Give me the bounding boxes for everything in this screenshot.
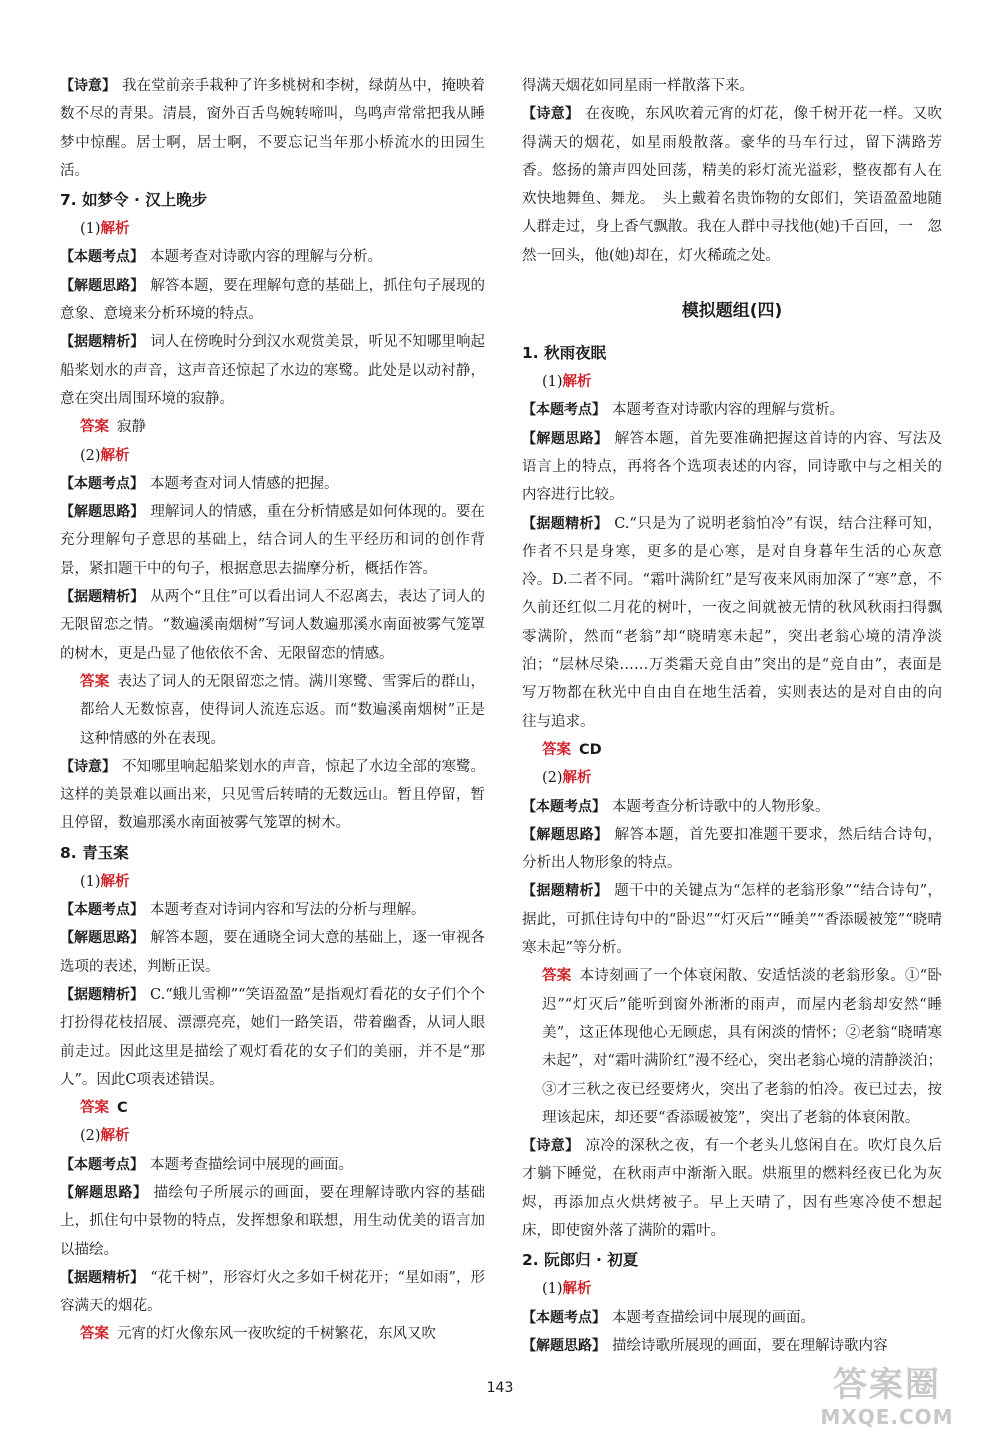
section-title: 模拟题组(四) xyxy=(681,301,783,322)
poem-translation: 【诗意】 在夜晚，东风吹着元宵的灯花，像千树开花一样。又吹得满天的烟花，如星雨般散落。豪华的马车行过，留下满路芳香。悠扬的箫声四处回荡，精美的彩灯流光溢彩，整夜都有人在欢快地舞鱼、舞龙。 头上戴着名贵饰物的女郎们，笑语盈盈地随人群走过，身上香气飘散。我在人群中寻找他(她)千百回，一 忽然一回头，他(她)却在，灯火稀疏之处。 xyxy=(522,106,943,264)
right-column xyxy=(522,72,942,1360)
answer: 答案 表达了词人的无限留恋之情。满川寒鹭、雪霁后的群山，都给人无数惊喜，使得词人流连忘返。而“数遍溪南烟树”正是这种情感的外在表现。 xyxy=(80,673,486,747)
exam-point: 【本题考点】 本题考查描绘词中展现的画面。 xyxy=(522,1309,815,1326)
subquestion-heading: (1)解析 xyxy=(542,374,592,391)
tag-label: 【诗意】 xyxy=(60,78,117,94)
answer: 答案 C xyxy=(80,1100,128,1117)
solution-approach: 【解题思路】 描绘句子所展示的画面，要在理解诗歌内容的基础上，抓住句中景物的特点，发挥想象和联想，用生动优美的语言加以描绘。 xyxy=(60,1184,486,1258)
exam-point: 【本题考点】 本题考查对词人情感的把握。 xyxy=(60,475,339,492)
solution-approach: 【解题思路】 理解词人的情感，重在分析情感是如何体现的。要在充分理解句子意思的基础上，结合词人的生平经历和词的创作背景，紧扣题干中的句子，根据意思去揣摩分析，概括作答。 xyxy=(60,504,486,577)
subquestion-heading: (1)解析 xyxy=(80,873,130,890)
exam-point: 【本题考点】 本题考查对诗词内容和写法的分析与理解。 xyxy=(60,902,426,919)
poem-translation: 【诗意】 不知哪里响起船桨划水的声音，惊起了水边全部的寒鹭。这样的美景难以画出来，只见雪后转晴的无数远山。暂且停留，暂且停留，数遍那溪水南面被雾气笼罩的树木。 xyxy=(60,758,486,832)
subquestion-heading: (2)解析 xyxy=(80,1128,130,1145)
question-title: 8. 青玉案 xyxy=(60,843,129,862)
poem-translation: 【诗意】 凉冷的深秋之夜，有一个老头儿悠闲自在。吹灯良久后才躺下睡觉，在秋雨声中渐渐入眠。烘瓶里的燃料经夜已化为灰烬，再添加点火烘烤被子。早上天晴了，因有些寒冷使不想起床，即使窗外落了满阶的霜叶。 xyxy=(522,1138,943,1239)
answer: 答案 CD xyxy=(542,741,602,758)
answer: 答案 本诗刻画了一个体衰闲散、安适恬淡的老翁形象。①“卧迟”“灯灭后”能听到窗外淅淅的雨声，而屋内老翁却安然“睡美”，这正体现他心无顾虑，具有闲淡的情怀；②老翁“晓晴寒未起”，对“霜叶满阶红”漫不经心，突出老翁心境的清静淡泊；③才三秋之夜已经要烤火，突出了老翁的怕冷。夜已过去，按理该起床，却还要“香添暖被笼”，突出了老翁的体衰闲散。 xyxy=(542,968,942,1126)
question-title: 2. 阮郎归 · 初夏 xyxy=(522,1251,639,1270)
exam-point: 【本题考点】 本题考查分析诗歌中的人物形象。 xyxy=(522,798,830,815)
subquestion-heading: (1)解析 xyxy=(80,221,130,238)
answer: 答案 寂静 xyxy=(80,419,146,436)
answer-continuation: 得满天烟花如同星雨一样散落下来。 xyxy=(522,78,754,94)
solution-approach: 【解题思路】 解答本题，首先要扣准题干要求，然后结合诗句，分析出人物形象的特点。 xyxy=(522,826,943,872)
detailed-analysis: 【据题精析】 词人在傍晚时分到汉水观赏美景，听见不知哪里响起船桨划水的声音，这声音还惊起了水边的寒鹭。此处是以动衬静，意在突出周围环境的寂静。 xyxy=(60,334,486,407)
poem-translation: 【诗意】 我在堂前亲手栽种了许多桃树和李树，绿荫丛中，掩映着数不尽的青果。清晨，窗外百舌鸟婉转啼叫，鸟鸣声常常把我从睡梦中惊醒。居士啊，居士啊，不要忘记当年那小桥流水的田园生活。 xyxy=(60,78,486,179)
detailed-analysis: 【据题精析】 “花千树”，形容灯火之多如千树花开；“星如雨”，形容满天的烟花。 xyxy=(60,1269,486,1315)
solution-approach: 【解题思路】 解答本题，首先要准确把握这首诗的内容、写法及语言上的特点，再将各个选项表述的内容，同诗歌中与之相关的内容进行比较。 xyxy=(522,430,943,504)
detailed-analysis: 【据题精析】 C.“蛾儿雪柳”“笑语盈盈”是指观灯看花的女子们个个打扮得花枝招展、漂漂亮亮，她们一路笑语，带着幽香，从词人眼前走过。因此这里是描绘了观灯看花的女子们的美丽，并不是“那人”。因此C项表述错误。 xyxy=(60,986,486,1088)
question-title: 1. 秋雨夜眠 xyxy=(522,344,607,363)
exam-point: 【本题考点】 本题考查描绘词中展现的画面。 xyxy=(60,1156,353,1173)
solution-approach: 【解题思路】 描绘诗歌所展现的画面，要在理解诗歌内容 xyxy=(522,1337,888,1354)
subquestion-heading: (1)解析 xyxy=(542,1281,592,1298)
watermark-text: 答案圈 xyxy=(833,1365,941,1405)
answer: 答案 元宵的灯火像东风一夜吹绽的千树繁花，东风又吹 xyxy=(80,1326,436,1343)
watermark-logo xyxy=(792,1365,982,1435)
subquestion-heading: (2)解析 xyxy=(542,770,592,787)
solution-approach: 【解题思路】 解答本题，要在通晓全词大意的基础上，逐一审视各选项的表述，判断正误。 xyxy=(60,930,486,975)
subquestion-heading: (2)解析 xyxy=(80,447,130,464)
watermark-url: MXQE.COM xyxy=(820,1405,954,1429)
question-title: 7. 如梦令 · 汉上晚步 xyxy=(60,191,208,210)
solution-approach: 【解题思路】 解答本题，要在理解句意的基础上，抓住句子展现的意象、意境来分析环境的特点。 xyxy=(60,277,486,323)
exam-point: 【本题考点】 本题考查对诗歌内容的理解与赏析。 xyxy=(522,402,844,419)
detailed-analysis: 【据题精析】 C.“只是为了说明老翁怕冷”有误，结合注释可知，作者不只是身寒，更多的是心寒，是对自身暮年生活的心灰意冷。D.二者不同。“霜叶满阶红”是写夜来风雨加深了“寒”意，不久前还红似二月花的树叶，一夜之间就被无情的秋风秋雨扫得飘零满阶，然而“老翁”却“晓晴寒未起”，突出老翁心境的清净淡泊；“层林尽染……万类霜天竞自由”突出的是“竞自由”，表面是写万物都在秋光中自由自在地生活着，实则表达的是对自由的向往与追求。 xyxy=(522,515,942,730)
detailed-analysis: 【据题精析】 从两个“且住”可以看出词人不忍离去，表达了词人的无限留恋之情。“数遍溪南烟树”写词人数遍那溪水南面被雾气笼罩的树木，更是凸显了他依依不舍、无限留恋的情感。 xyxy=(60,589,486,662)
page-number: 143 xyxy=(486,1380,514,1396)
detailed-analysis: 【据题精析】 题干中的关键点为“怎样的老翁形象”“结合诗句”，据此，可抓住诗句中的“卧迟”“灯灭后”“睡美”“香添暖被笼”“晓晴寒未起”等分析。 xyxy=(522,883,942,957)
exam-point: 【本题考点】 本题考查对诗歌内容的理解与分析。 xyxy=(60,249,382,266)
left-column xyxy=(60,72,485,1349)
